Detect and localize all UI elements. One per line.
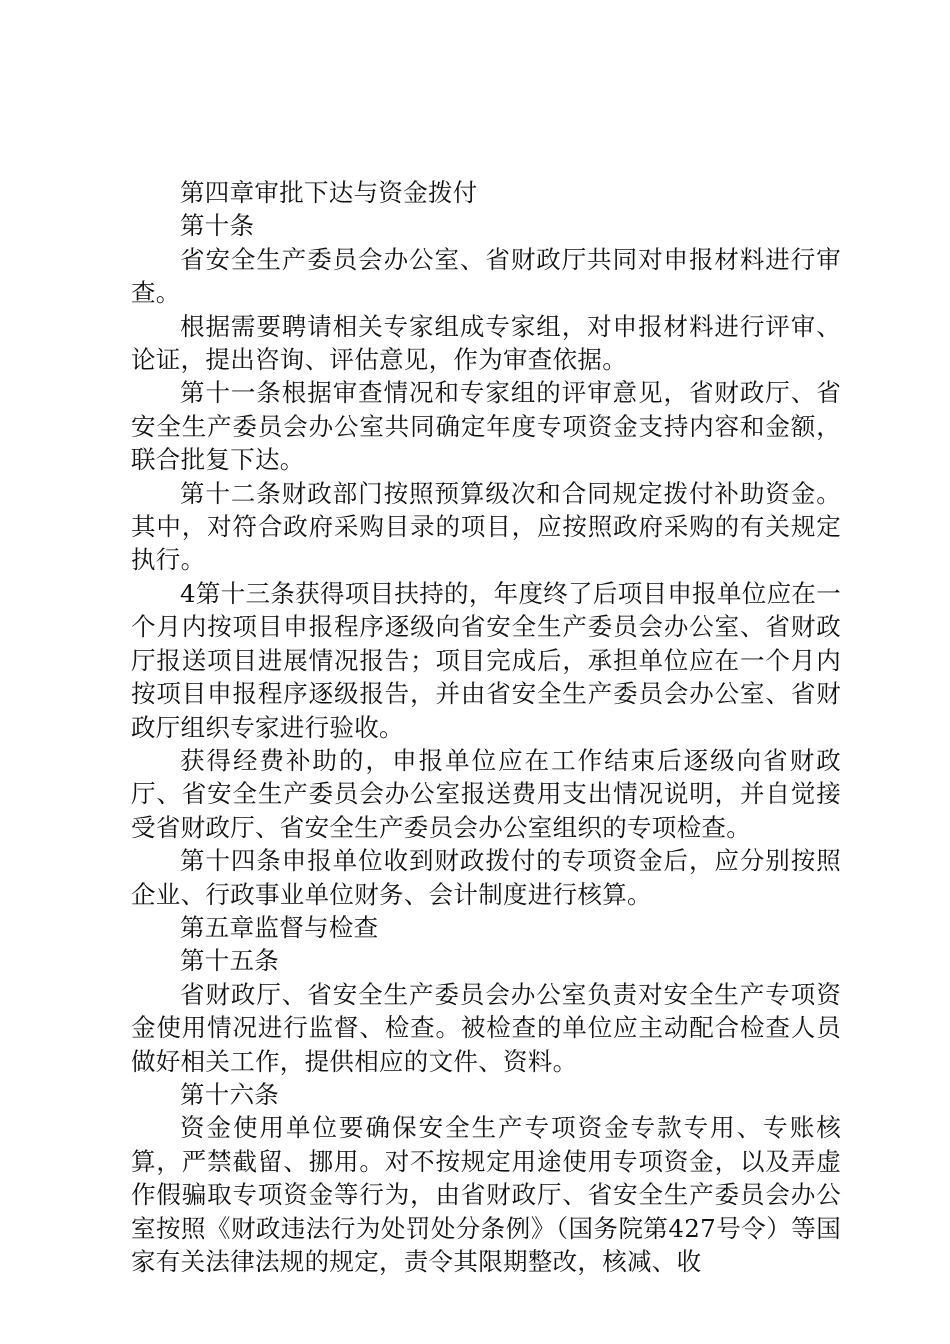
chapter-heading-4: 第四章审批下达与资金拨付 bbox=[180, 178, 478, 207]
article-heading-15: 第十五条 bbox=[180, 946, 280, 976]
article-13-paragraph: 4第十三条获得项目扶持的，年度终了后项目申报单位应在一个月内按项目申报程序逐级向省安全生产委员会办公室、省财政厅报送项目进展情况报告；项目完成后，承担单位应在一个月内按项目申报程序逐级报告，并由省安全生产委员会办公室、省财政厅组织专家进行验收。 bbox=[131, 578, 841, 742]
article-10-paragraph-2: 根据需要聘请相关专家组成专家组，对申报材料进行评审、论证，提出咨询、评估意见，作为审查依据。 bbox=[131, 311, 841, 375]
article-14-paragraph: 第十四条申报单位收到财政拨付的专项资金后，应分别按照企业、行政事业单位财务、会计制度进行核算。 bbox=[131, 846, 841, 909]
article-12-paragraph: 第十二条财政部门按照预算级次和合同规定拨付补助资金。其中，对符合政府采购目录的项目，应按照政府采购的有关规定执行。 bbox=[131, 478, 841, 575]
chapter-heading-5: 第五章监督与检查 bbox=[180, 912, 379, 942]
article-heading-10: 第十条 bbox=[180, 211, 255, 241]
document-body bbox=[131, 176, 841, 1278]
article-16-paragraph: 资金使用单位要确保安全生产专项资金专款专用、专账核算，严禁截留、挪用。对不按规定用途使用专项资金，以及弄虚作假骗取专项资金等行为，由省财政厅、省安全生产委员会办公室按照《财政违法行为处罚处分条例》（国务院第427号令）等国家有关法律法规的规定，责令其限期整改，核减、收 bbox=[131, 1113, 841, 1276]
article-heading-16: 第十六条 bbox=[180, 1079, 280, 1109]
article-15-paragraph: 省财政厅、省安全生产委员会办公室负责对安全生产专项资金使用情况进行监督、检查。被检查的单位应主动配合检查人员做好相关工作，提供相应的文件、资料。 bbox=[131, 979, 841, 1076]
article-11-paragraph: 第十一条根据审查情况和专家组的评审意见，省财政厅、省安全生产委员会办公室共同确定年度专项资金支持内容和金额，联合批复下达。 bbox=[131, 378, 841, 475]
article-10-paragraph-1: 省安全生产委员会办公室、省财政厅共同对申报材料进行审查。 bbox=[131, 244, 841, 308]
article-13-paragraph-2: 获得经费补助的，申报单位应在工作结束后逐级向省财政厅、省安全生产委员会办公室报送费用支出情况说明，并自觉接受省财政厅、省安全生产委员会办公室组织的专项检查。 bbox=[131, 745, 841, 842]
